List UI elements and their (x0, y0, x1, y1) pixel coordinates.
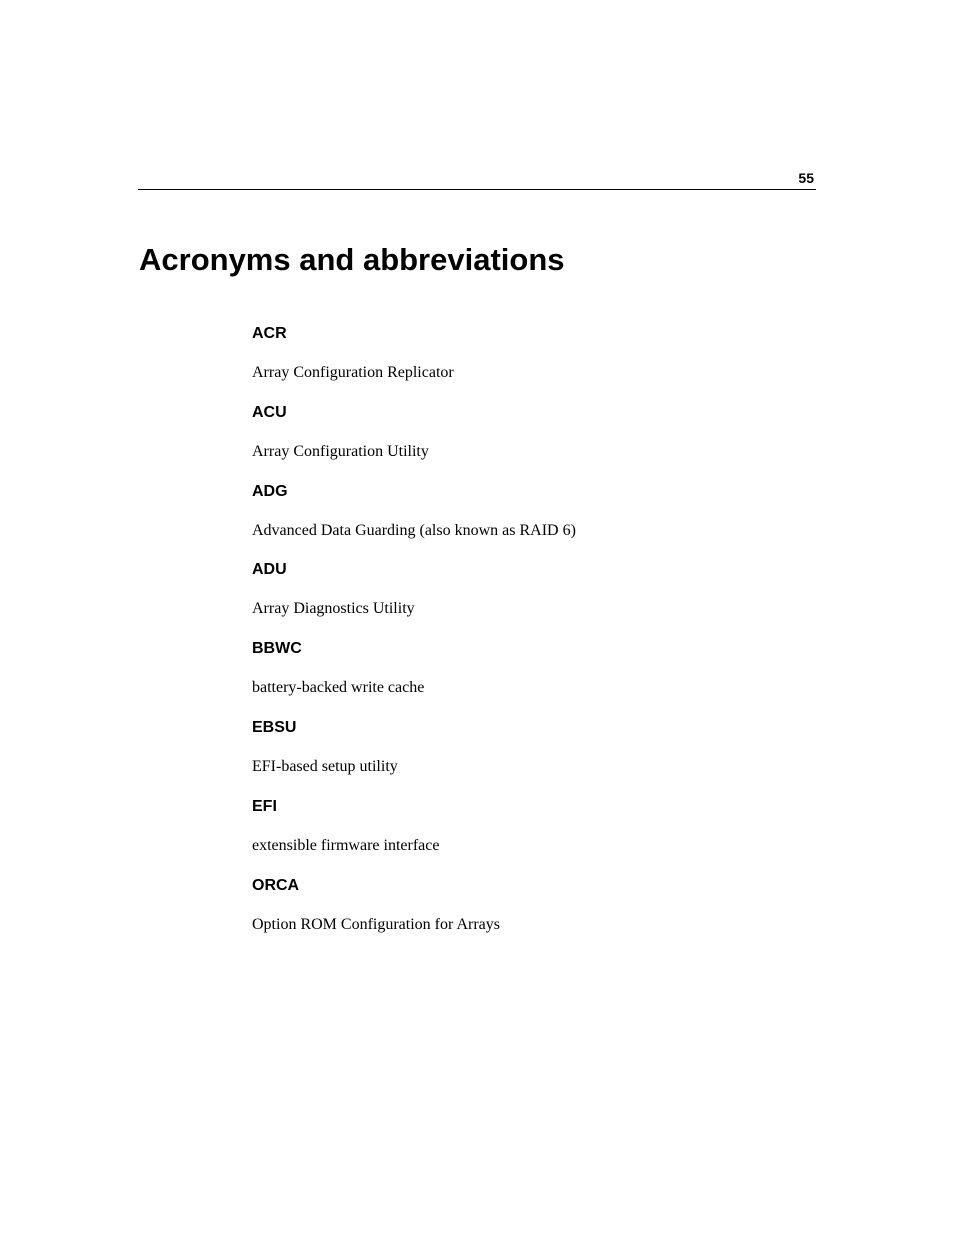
acronym-definition: Advanced Data Guarding (also known as RAID 6) (252, 521, 576, 539)
page-number: 55 (798, 170, 814, 186)
page-title: Acronyms and abbreviations (139, 242, 565, 277)
acronym-entry (252, 874, 812, 953)
acronym-entry (252, 795, 812, 874)
acronym-definition: Array Diagnostics Utility (252, 600, 415, 618)
acronym-entry (252, 558, 812, 637)
acronym-definition: EFI-based setup utility (252, 757, 398, 775)
acronym-definition: Array Configuration Replicator (252, 364, 454, 381)
acronym-definition: Option ROM Configuration for Arrays (252, 915, 500, 933)
acronym-entry (252, 322, 812, 401)
acronym-definition: battery-backed write cache (252, 679, 425, 697)
acronym-entry (252, 637, 812, 716)
acronym-list (252, 322, 812, 952)
acronym-term: EFI (252, 797, 277, 815)
acronym-entry (252, 401, 812, 480)
acronym-term: ORCA (252, 876, 300, 894)
acronym-entry (252, 480, 812, 559)
acronym-term: BBWC (252, 640, 302, 658)
acronym-definition: extensible firmware interface (252, 836, 440, 854)
acronym-definition: Array Configuration Utility (252, 442, 429, 460)
acronym-term: EBSU (252, 718, 297, 736)
acronym-term: ADG (252, 482, 288, 500)
header-rule (138, 189, 816, 190)
acronym-term: ADU (252, 561, 287, 579)
acronym-term: ACR (252, 325, 287, 342)
acronym-term: ACU (252, 403, 287, 421)
acronym-entry (252, 716, 812, 795)
